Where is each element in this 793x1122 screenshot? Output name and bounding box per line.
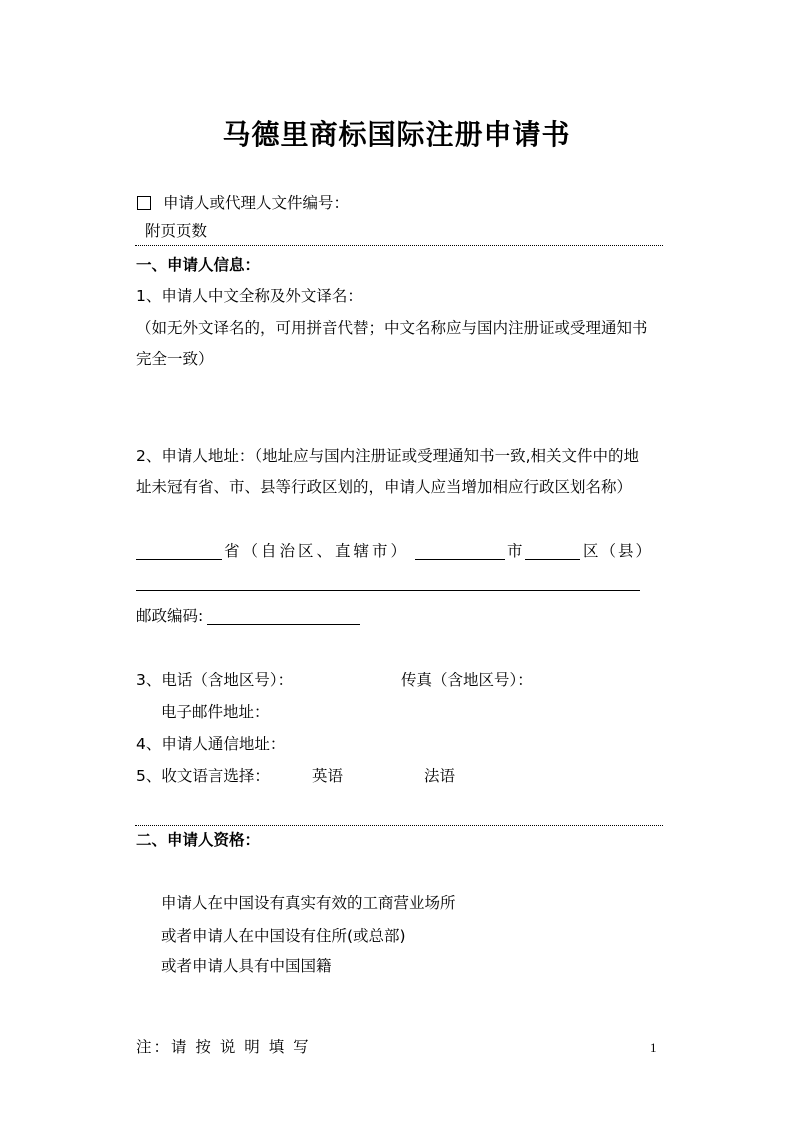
language-label: 5、收文语言选择：: [136, 767, 270, 785]
page-title: 马德里商标国际注册申请书: [222, 118, 571, 151]
city-field[interactable]: [415, 559, 505, 560]
applicant-address-label-line1: 2、申请人地址：（地址应与国内注册证或受理通知书一致,相关文件中的地: [136, 447, 640, 465]
language-option-french: 法语: [424, 767, 456, 785]
postal-code-label: 邮政编码:: [136, 607, 204, 625]
phone-label: 3、电话（含地区号）：: [136, 671, 294, 689]
applicant-name-note-line1: （如无外文译名的，可用拼音代替；中文名称应与国内注册证或受理通知书: [136, 319, 648, 337]
applicant-address-label-line2: 址未冠有省、市、县等行政区划的，申请人应当增加相应行政区划名称）: [136, 478, 633, 496]
district-label: 区（县）: [583, 542, 654, 560]
section-divider: [135, 825, 663, 826]
section2-heading: 二、申请人资格：: [136, 831, 261, 849]
province-label: 省（自治区、直辖市）: [224, 542, 410, 560]
email-label: 电子邮件地址：: [161, 703, 270, 721]
language-option-english: 英语: [312, 767, 344, 785]
file-number-checkbox[interactable]: [137, 196, 151, 210]
applicant-name-label: 1、申请人中文全称及外文译名：: [136, 287, 363, 305]
qualification-option-business: 申请人在中国设有真实有效的工商营业场所: [161, 894, 456, 912]
page-number: 1: [650, 1040, 657, 1055]
section1-heading: 一、申请人信息：: [136, 256, 261, 274]
city-label: 市: [507, 542, 523, 560]
fax-label: 传真（含地区号）：: [401, 671, 533, 689]
district-field[interactable]: [525, 559, 580, 560]
section-divider: [135, 245, 663, 246]
qualification-option-residence: 或者申请人在中国设有住所(或总部): [161, 927, 406, 945]
applicant-name-note-line2: 完全一致）: [136, 350, 214, 368]
file-number-label: 申请人或代理人文件编号：: [163, 194, 350, 212]
qualification-option-nationality: 或者申请人具有中国国籍: [161, 957, 332, 975]
postal-code-field[interactable]: [207, 624, 360, 625]
attachment-pages-label: 附页页数: [145, 222, 208, 240]
footer-note: 注：请 按 说 明 填 写: [136, 1038, 311, 1056]
street-address-field[interactable]: [136, 590, 640, 591]
mailing-address-label: 4、申请人通信地址：: [136, 735, 286, 753]
province-field[interactable]: [136, 559, 222, 560]
